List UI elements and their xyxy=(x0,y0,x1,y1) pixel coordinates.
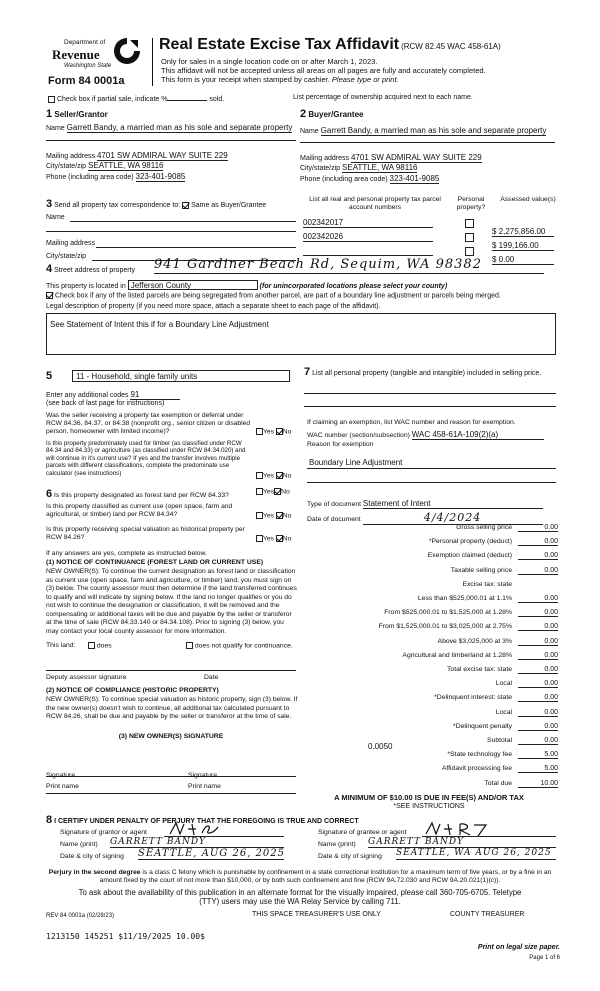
tax-row xyxy=(300,567,558,579)
see-instructions: *SEE INSTRUCTIONS xyxy=(393,803,465,810)
grantee-date-row: Date & city of signing SEATTLE, WA AUG 26, 2025 xyxy=(318,853,556,860)
parcel-row xyxy=(300,232,556,250)
seller-name-field[interactable]: Garrett Bandy, a married man as his sole and separate property xyxy=(66,123,293,132)
if-yes-note: If any answers are yes, complete as instructed below. xyxy=(46,550,207,557)
tax-row-label: Exemption claimed (deduct) xyxy=(427,552,512,560)
tax-row-value[interactable]: 0.00 xyxy=(518,524,558,532)
notice-compliance-title: (2) NOTICE OF COMPLIANCE (HISTORIC PROPERTY) xyxy=(46,687,219,694)
notice-compliance-text: NEW OWNER(S): To continue special valuation as historic property, sign (3) below. If the new owner(s) doesn't wish to continue, all additional tax calculated pursuant to RCW 84.26, shall be due and payable by the seller or transferor at the time of sale. xyxy=(46,696,298,720)
current-use-question: Is this property classified as current use (open space, farm and agricultural, or timber) land per RCW 84.34? Yes No xyxy=(46,503,292,520)
grantee-name-field[interactable]: GARRETT BANDY xyxy=(368,837,556,848)
forest-no-checkbox[interactable] xyxy=(274,488,281,495)
tax-row xyxy=(300,765,558,777)
grantee-date-field[interactable]: SEATTLE, WA AUG 26, 2025 xyxy=(396,848,556,860)
personal-property-checkbox[interactable] xyxy=(465,219,474,228)
tax-row xyxy=(300,652,558,664)
buyer-address-field[interactable]: 4701 SW ADMIRAL WAY SUITE 229 xyxy=(350,153,482,162)
minimum-notice: A MINIMUM OF $10.00 IS DUE IN FEE(S) AND/OR TAX xyxy=(334,793,524,802)
additional-codes-field[interactable]: 91 xyxy=(130,390,180,400)
tax-row-label: *Personal property (deduct) xyxy=(428,538,512,546)
claim-note: If claiming an exemption, list WAC number and reason for exemption. xyxy=(307,419,516,426)
subtitle-2: This affidavit will not be accepted unless all areas on all pages are fully and accurately completed. xyxy=(161,66,486,75)
tax-row-value[interactable]: 0.00 xyxy=(518,567,558,575)
deputy-signature-label: Deputy assessor signature xyxy=(46,674,127,681)
tax-row-value[interactable]: 0.00 xyxy=(518,552,558,560)
new-owner-signature-title: (3) NEW OWNER(S) SIGNATURE xyxy=(118,733,224,740)
county-select[interactable]: Jefferson County xyxy=(128,280,258,290)
tax-row xyxy=(300,751,558,763)
seller-city-field[interactable]: SEATTLE, WA 98116 xyxy=(88,161,164,170)
forest-land-question: 6 Is this property designated as forest land per RCW 84.33? Yes No xyxy=(46,488,290,500)
tax-row-value[interactable]: 0.00 xyxy=(518,680,558,688)
tax-row-label: *Delinquent penalty xyxy=(453,722,512,730)
current-use-no-checkbox[interactable] xyxy=(276,512,283,519)
wac-number-field[interactable]: WAC 458-61A-109(2)(a) xyxy=(412,430,544,440)
property-address-field[interactable]: 941 Gardiner Beach Rd, Sequim, WA 98382 xyxy=(154,257,544,274)
dept-logo xyxy=(46,36,146,72)
partial-sale-checkbox[interactable] xyxy=(48,96,55,103)
buyer-phone-field[interactable]: 323-401-9085 xyxy=(389,174,440,183)
legal-desc-label: Legal description of property (if you need more space, attach a separate sheet to each page of the affidavit). xyxy=(46,303,381,310)
dept-line1: Department of xyxy=(64,39,106,46)
rev-number: REV 84 0001a (02/28/23) xyxy=(46,913,115,919)
form-number: Form 84 0001a xyxy=(48,75,125,87)
tax-row-value[interactable]: 0.00 xyxy=(518,694,558,702)
tax-row xyxy=(300,538,558,550)
exemption-yes-checkbox[interactable] xyxy=(256,428,263,435)
tax-row-value[interactable]: 0.00 xyxy=(518,652,558,660)
notice-continuance-title: (1) NOTICE OF CONTINUANCE (FOREST LAND OR CURRENT USE) xyxy=(46,559,264,566)
tax-row-label: Taxable selling price xyxy=(450,566,512,574)
grantor-date-field[interactable]: SEATTLE, AUG 26, 2025 xyxy=(138,848,285,859)
see-back-note: (see back of last page for instructions) xyxy=(46,400,165,407)
dept-line2: Revenue xyxy=(52,47,100,62)
segregate-checkbox[interactable] xyxy=(46,292,53,299)
page-title: Real Estate Excise Tax Affidavit (RCW 82.45 WAC 458-61A) xyxy=(159,36,501,53)
tax-row xyxy=(300,609,558,621)
does-not-qualify-checkbox[interactable] xyxy=(186,642,193,649)
tax-row-label: Gross selling price xyxy=(456,524,512,531)
owner-print-label: Print name xyxy=(46,783,79,790)
tax-row-value[interactable]: 0.00 xyxy=(518,737,558,745)
parcel-account-field[interactable]: 002342017 xyxy=(303,218,433,228)
historic-no-checkbox[interactable] xyxy=(276,535,283,542)
partial-sale-row: Check box if partial sale, indicate % sold. xyxy=(48,94,224,103)
tax-row-value[interactable]: 0.00 xyxy=(518,609,558,617)
grantor-signature-row: Signature of grantor or agent xyxy=(60,829,290,836)
county-row: This property is located in Jefferson County (for unincorporated locations please select your county) xyxy=(46,281,448,290)
tax-row-label: Less than $525,000.01 at 1.1% xyxy=(417,595,512,602)
property-address-row: 4 Street address of property 941 Gardiner Beach Rd, Sequim, WA 98382 xyxy=(46,263,556,275)
tax-row xyxy=(300,595,558,607)
revenue-logo-icon xyxy=(112,36,142,66)
tax-row-value[interactable]: 0.00 xyxy=(518,666,558,674)
grantor-name-field[interactable]: GARRETT BANDY xyxy=(110,837,284,848)
doc-date-field[interactable]: 4/4/2024 xyxy=(363,511,543,525)
owner-signature-label: Signature xyxy=(46,772,76,779)
perjury-notice: Perjury in the second degree is a class C felony which is punishable by confinement in a state correctional institution for a maximum term of five years, or by a fine in an amount fixed by the court of not more than $10,000, or by both such confinement and fine (RCW 9A.72.030 and RCW 9A.20.021(1)(c)). xyxy=(48,869,552,884)
tax-row-value[interactable]: 10.00 xyxy=(518,780,558,788)
reason-field[interactable]: Boundary Line Adjustment xyxy=(309,458,403,467)
historic-question: Is this property receiving special valuation as historical property per RCW 84.26? Yes No xyxy=(46,526,292,543)
dept-line3: Washington State xyxy=(64,63,112,69)
personal-property-row: 7 List all personal property (tangible and intangible) included in selling price. xyxy=(304,366,542,378)
tax-row-label: *State technology fee xyxy=(447,751,512,759)
tax-row-label: Subtotal xyxy=(487,737,512,744)
tax-row-value[interactable]: 0.00 xyxy=(518,538,558,546)
additional-codes-row: Enter any additional codes 91 xyxy=(46,390,180,400)
doc-type-field[interactable]: Statement of Intent xyxy=(363,499,543,509)
tax-row-label: Excise tax: state xyxy=(462,580,512,588)
grantee-signature-row: Signature of grantee or agent xyxy=(318,829,556,836)
treasurer-use: THIS SPACE TREASURER'S USE ONLY xyxy=(252,911,381,918)
doc-date-row: Date of document 4/4/2024 xyxy=(307,511,543,525)
seller-section: 1 Seller/Grantor Name Garrett Bandy, a married man as his sole and separate property Mailing address 4701 SW ADMIRAL WAY SUITE 229 City/state/zip SEATTLE, WA 98116 Phone (including area code) 323-401-9085 xyxy=(46,108,296,120)
seller-phone-field[interactable]: 323-401-9085 xyxy=(135,172,186,181)
parcel-row xyxy=(300,218,556,236)
land-qualify-row: This land: does does not qualify for continuance. xyxy=(46,642,293,650)
tax-row-label: *Delinquent interest: state xyxy=(434,694,512,702)
tax-row xyxy=(300,623,558,635)
tax-row-value[interactable]: 0.00 xyxy=(518,638,558,646)
reason-label: Reason for exemption xyxy=(307,441,374,448)
header-divider xyxy=(152,38,153,86)
tax-row xyxy=(300,552,558,564)
wac-row: WAC number (section/subsection) WAC 458-61A-109(2)(a) xyxy=(307,430,544,440)
doc-type-row: Type of document Statement of Intent xyxy=(307,499,543,509)
tax-row-value[interactable]: 0.00 xyxy=(518,723,558,731)
county-treasurer: COUNTY TREASURER xyxy=(450,911,525,918)
buyer-section: 2 Buyer/Grantee Name Garrett Bandy, a married man as his sole and separate property Mailing address 4701 SW ADMIRAL WAY SUITE 229 City/state/zip SEATTLE, WA 98116 Phone (including area code) 323-401-9085 xyxy=(300,108,555,120)
tax-row-label: Agricultural and timberland at 1.28% xyxy=(402,651,512,659)
page-number: Page 1 of 6 xyxy=(529,955,560,961)
tax-row-value[interactable]: 0.00 xyxy=(518,623,558,631)
tax-row-label: Above $3,025,000 at 3% xyxy=(437,637,512,645)
tax-row-label: Affidavit processing fee xyxy=(441,765,512,773)
segregate-row: Check box if any of the listed parcels are being segregated from another parcel, are part of a boundary line adjustment or parcels being merged. xyxy=(46,292,501,299)
land-use-select[interactable]: 11 - Household, single family units xyxy=(72,370,290,382)
tax-row xyxy=(300,680,558,692)
tax-row xyxy=(300,638,558,650)
tax-row xyxy=(300,666,558,678)
tax-row xyxy=(300,581,558,593)
tax-row-label: From $525,000.01 to $1,525,000 at 1.28% xyxy=(384,609,512,617)
grantor-name-row: Name (print) GARRETT BANDY xyxy=(60,841,290,848)
timber-no-checkbox[interactable] xyxy=(276,472,283,479)
tax-row-label: Local xyxy=(495,680,512,688)
exemption-question: Was the seller receiving a property tax exemption or deferral under RCW 84.36, 84.37, or 84.38 (nonprofit org., senior citizen or disabled person, homeowner with limited income)? Yes No xyxy=(46,412,292,436)
tax-row-label: Local xyxy=(495,708,512,716)
notice-continuance-text: NEW OWNER(S): To continue the current designation as forest land or classification as current use (open space, farm and agriculture, or timber) land, you must sign on (3) below. The county assessor must then determine if the land transferred continues to qualify and will indicate by signing below. If the land no longer qualifies or you do not wish to continue the designation or classification, it will be removed and the compensating or additional taxes will be due and payable by the seller or transferor at the time of sale (RCW 84.33.140 or 84.34.108). Prior to signing (3) below, you may contact your local county assessor for more information. xyxy=(46,568,297,635)
local-rate: 0.0050 xyxy=(368,742,393,751)
list-percentage-note: List percentage of ownership acquired next to each name. xyxy=(293,94,473,101)
assessed-value-field[interactable]: $ 0.00 xyxy=(492,255,554,265)
does-qualify-checkbox[interactable] xyxy=(88,642,95,649)
deputy-signature-line[interactable] xyxy=(46,670,296,671)
tax-row-value[interactable]: 0.00 xyxy=(518,595,558,603)
grantor-signature-icon xyxy=(168,821,228,837)
buyer-city-field[interactable]: SEATTLE, WA 98116 xyxy=(342,163,418,172)
legal-paper-note: Print on legal size paper. xyxy=(477,944,560,951)
treasurer-stamp: 1213150 145251 $11/19/2025 10.00$ xyxy=(46,932,205,941)
subtitle-3: This form is your receipt when stamped by cashier. Please type or print. xyxy=(161,75,399,84)
owner-print-label-2: Print name xyxy=(188,783,221,790)
section-5-number: 5 xyxy=(46,370,53,382)
assessed-value-field[interactable]: $ 199,166.00 xyxy=(492,241,554,251)
parcel-account-field[interactable]: 002342026 xyxy=(303,232,433,242)
personal-property-checkbox[interactable] xyxy=(465,247,474,256)
assessed-value-field[interactable]: $ 2,275,856.00 xyxy=(492,227,554,237)
tax-row xyxy=(300,780,558,792)
legal-description-field[interactable]: See Statement of Intent this if for a Boundary Line Adjustment xyxy=(46,313,556,355)
timber-yes-checkbox[interactable] xyxy=(256,472,263,479)
historic-yes-checkbox[interactable] xyxy=(256,535,263,542)
tax-row xyxy=(300,524,558,536)
tax-row xyxy=(300,723,558,735)
tax-row-label: Total excise tax: state xyxy=(447,666,512,673)
certify-line: 8 I CERTIFY UNDER PENALTY OF PERJURY THAT THE FOREGOING IS TRUE AND CORRECT xyxy=(46,814,359,826)
grantee-signature-icon xyxy=(424,821,494,837)
personal-property-checkbox[interactable] xyxy=(465,233,474,242)
tax-table xyxy=(300,524,558,794)
same-as-buyer-checkbox[interactable] xyxy=(182,202,189,209)
tax-row xyxy=(300,737,558,749)
forest-yes-checkbox[interactable] xyxy=(256,488,263,495)
current-use-yes-checkbox[interactable] xyxy=(256,512,263,519)
tax-row-label: Total due xyxy=(484,779,512,787)
timber-question: Is this property predominately used for timber (as classified under RCW 84.34 and 84.33) or agriculture (as classified under RCW 84.34.020) and will continue in it's current use? If yes and the transfer involves multiple parcels with different classifications, complete the predominate use calculator (see instructions) Yes No xyxy=(46,440,292,480)
parcel-account-field[interactable] xyxy=(303,246,433,256)
correspondence-section: 3 Send all property tax correspondence to: Same as Buyer/Grantee Name Mailing address City/state/zip xyxy=(46,198,296,210)
tax-row xyxy=(300,694,558,706)
alt-format-notice: To ask about the availability of this publication in an alternate format for the visually impaired, please call 360-705-6705. Teletype (TTY) users may use the WA Relay Service by calling 711. xyxy=(78,888,522,906)
buyer-name-field[interactable]: Garrett Bandy, a married man as his sole and separate property xyxy=(320,126,547,135)
tax-row-label: From $1,525,000.01 to $3,025,000 at 2.75% xyxy=(378,623,512,631)
owner-signature-label-2: Signature xyxy=(188,772,218,779)
subtitle-1: Only for sales in a single location code on or after March 1, 2023. xyxy=(161,57,378,66)
tax-row xyxy=(300,709,558,721)
tax-row-value[interactable]: 0.00 xyxy=(518,709,558,717)
tax-row-value[interactable]: 5.00 xyxy=(518,751,558,759)
seller-address-field[interactable]: 4701 SW ADMIRAL WAY SUITE 229 xyxy=(96,151,228,160)
grantor-date-row: Date & city of signing SEATTLE, AUG 26, 2025 xyxy=(60,848,285,860)
exemption-no-checkbox[interactable] xyxy=(276,428,283,435)
tax-row-value[interactable]: 5.00 xyxy=(518,765,558,773)
deputy-date-label: Date xyxy=(204,674,219,681)
grantee-name-row: Name (print) GARRETT BANDY xyxy=(318,841,556,848)
